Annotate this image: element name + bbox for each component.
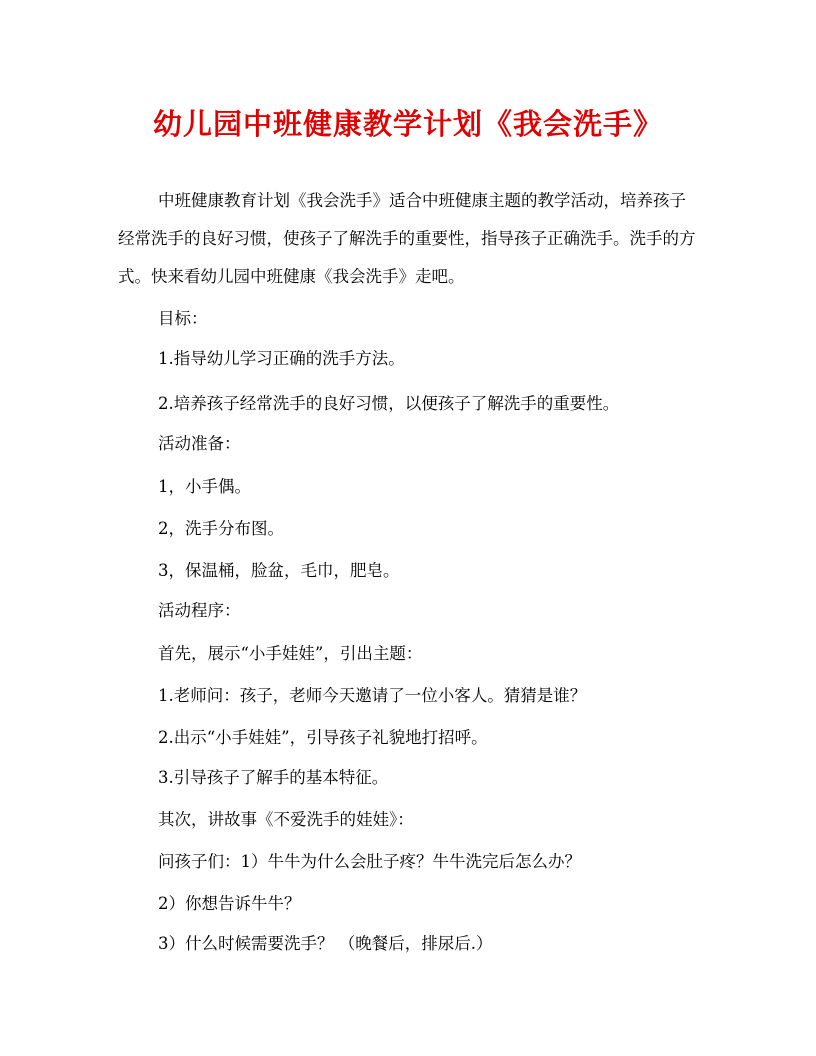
- document-title: 幼儿园中班健康教学计划《我会洗手》: [152, 107, 663, 141]
- section-heading-goals: 目标：: [158, 309, 208, 328]
- procedure-item: 3.引导孩子了解手的基本特征。: [158, 768, 389, 787]
- goal-item: 1.指导幼儿学习正确的洗手方法。: [158, 349, 405, 368]
- preparation-item: 2，洗手分布图。: [158, 519, 284, 538]
- section-heading-preparation: 活动准备：: [158, 434, 241, 453]
- procedure-item: 1.老师问：孩子，老师今天邀请了一位小客人。猜猜是谁？: [158, 686, 587, 705]
- procedure-step: 其次，讲故事《不爱洗手的娃娃》：: [158, 810, 414, 829]
- procedure-item: 2.出示“小手娃娃”，引导孩子礼貌地打招呼。: [158, 728, 488, 747]
- procedure-step: 首先，展示“小手娃娃”，引出主题：: [158, 644, 423, 663]
- intro-paragraph: 中班健康教育计划《我会洗手》适合中班健康主题的教学活动，培养孩子经常洗手的良好习惯，使孩子了解洗手的重要性，指导孩子正确洗手。洗手的方式。快来看幼儿园中班健康《我会洗手》走吧。: [118, 191, 696, 286]
- preparation-item: 1，小手偶。: [158, 477, 251, 496]
- goal-item: 2.培养孩子经常洗手的良好习惯，以便孩子了解洗手的重要性。: [158, 394, 620, 413]
- story-question: 3）什么时候需要洗手？ （晚餐后，排尿后.）: [158, 934, 493, 953]
- story-question: 问孩子们：1）牛牛为什么会肚子疼？牛牛洗完后怎么办？: [158, 852, 581, 871]
- section-heading-procedure: 活动程序：: [158, 601, 241, 620]
- story-question: 2）你想告诉牛牛？: [158, 894, 301, 913]
- preparation-item: 3，保温桶，脸盆，毛巾，肥皂。: [158, 561, 400, 580]
